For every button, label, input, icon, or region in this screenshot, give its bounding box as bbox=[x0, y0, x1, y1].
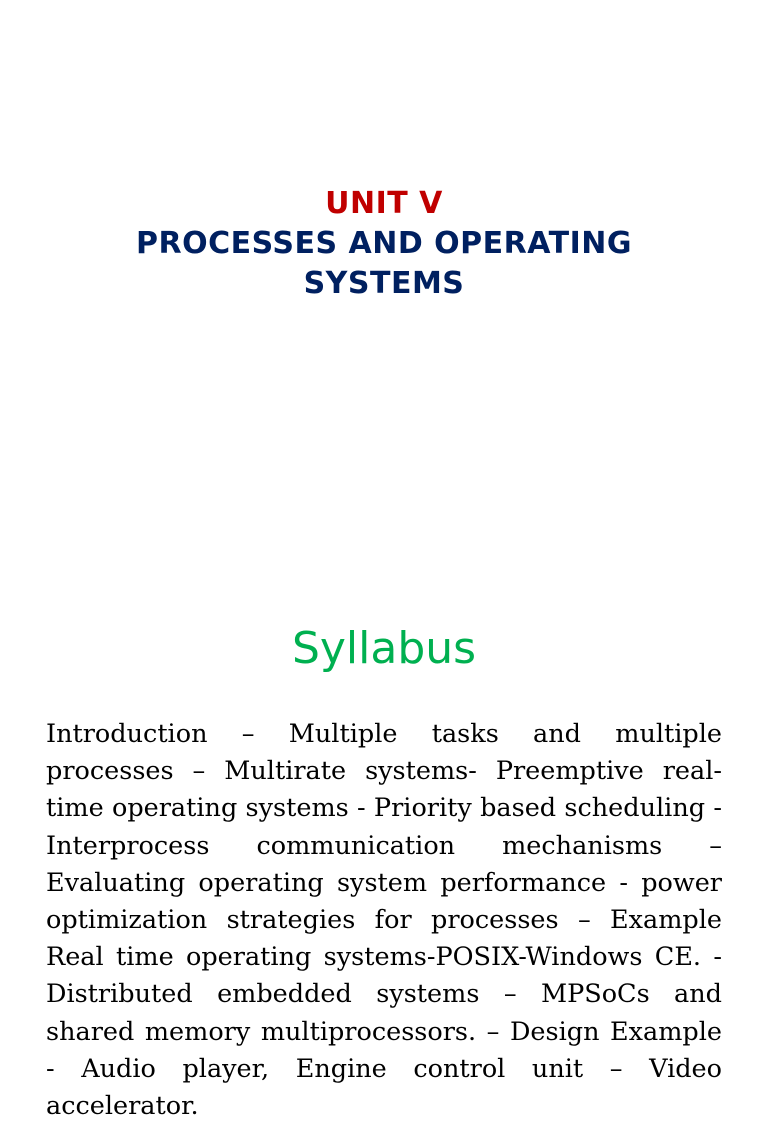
title-block bbox=[0, 184, 768, 304]
unit-title-line-1: PROCESSES AND OPERATING bbox=[135, 226, 632, 261]
syllabus-slide bbox=[0, 576, 768, 1122]
unit-title-line-2: SYSTEMS bbox=[303, 266, 465, 301]
syllabus-heading: Syllabus bbox=[291, 623, 477, 674]
unit-label: UNIT V bbox=[325, 186, 443, 221]
syllabus-body-text: Introduction – Multiple tasks and multiple processes – Multirate systems- Preemptive real-time operating systems - Priority based scheduling - Interprocess communication mechanisms – Evaluating operating system performance - power optimization strategies for processes – Example Real time operating systems-POSIX-Windows CE. - Distributed embedded systems – MPSoCs and shared memory multiprocessors. – Design Example - Audio player, Engine control unit – Video accelerator. bbox=[46, 719, 722, 1122]
